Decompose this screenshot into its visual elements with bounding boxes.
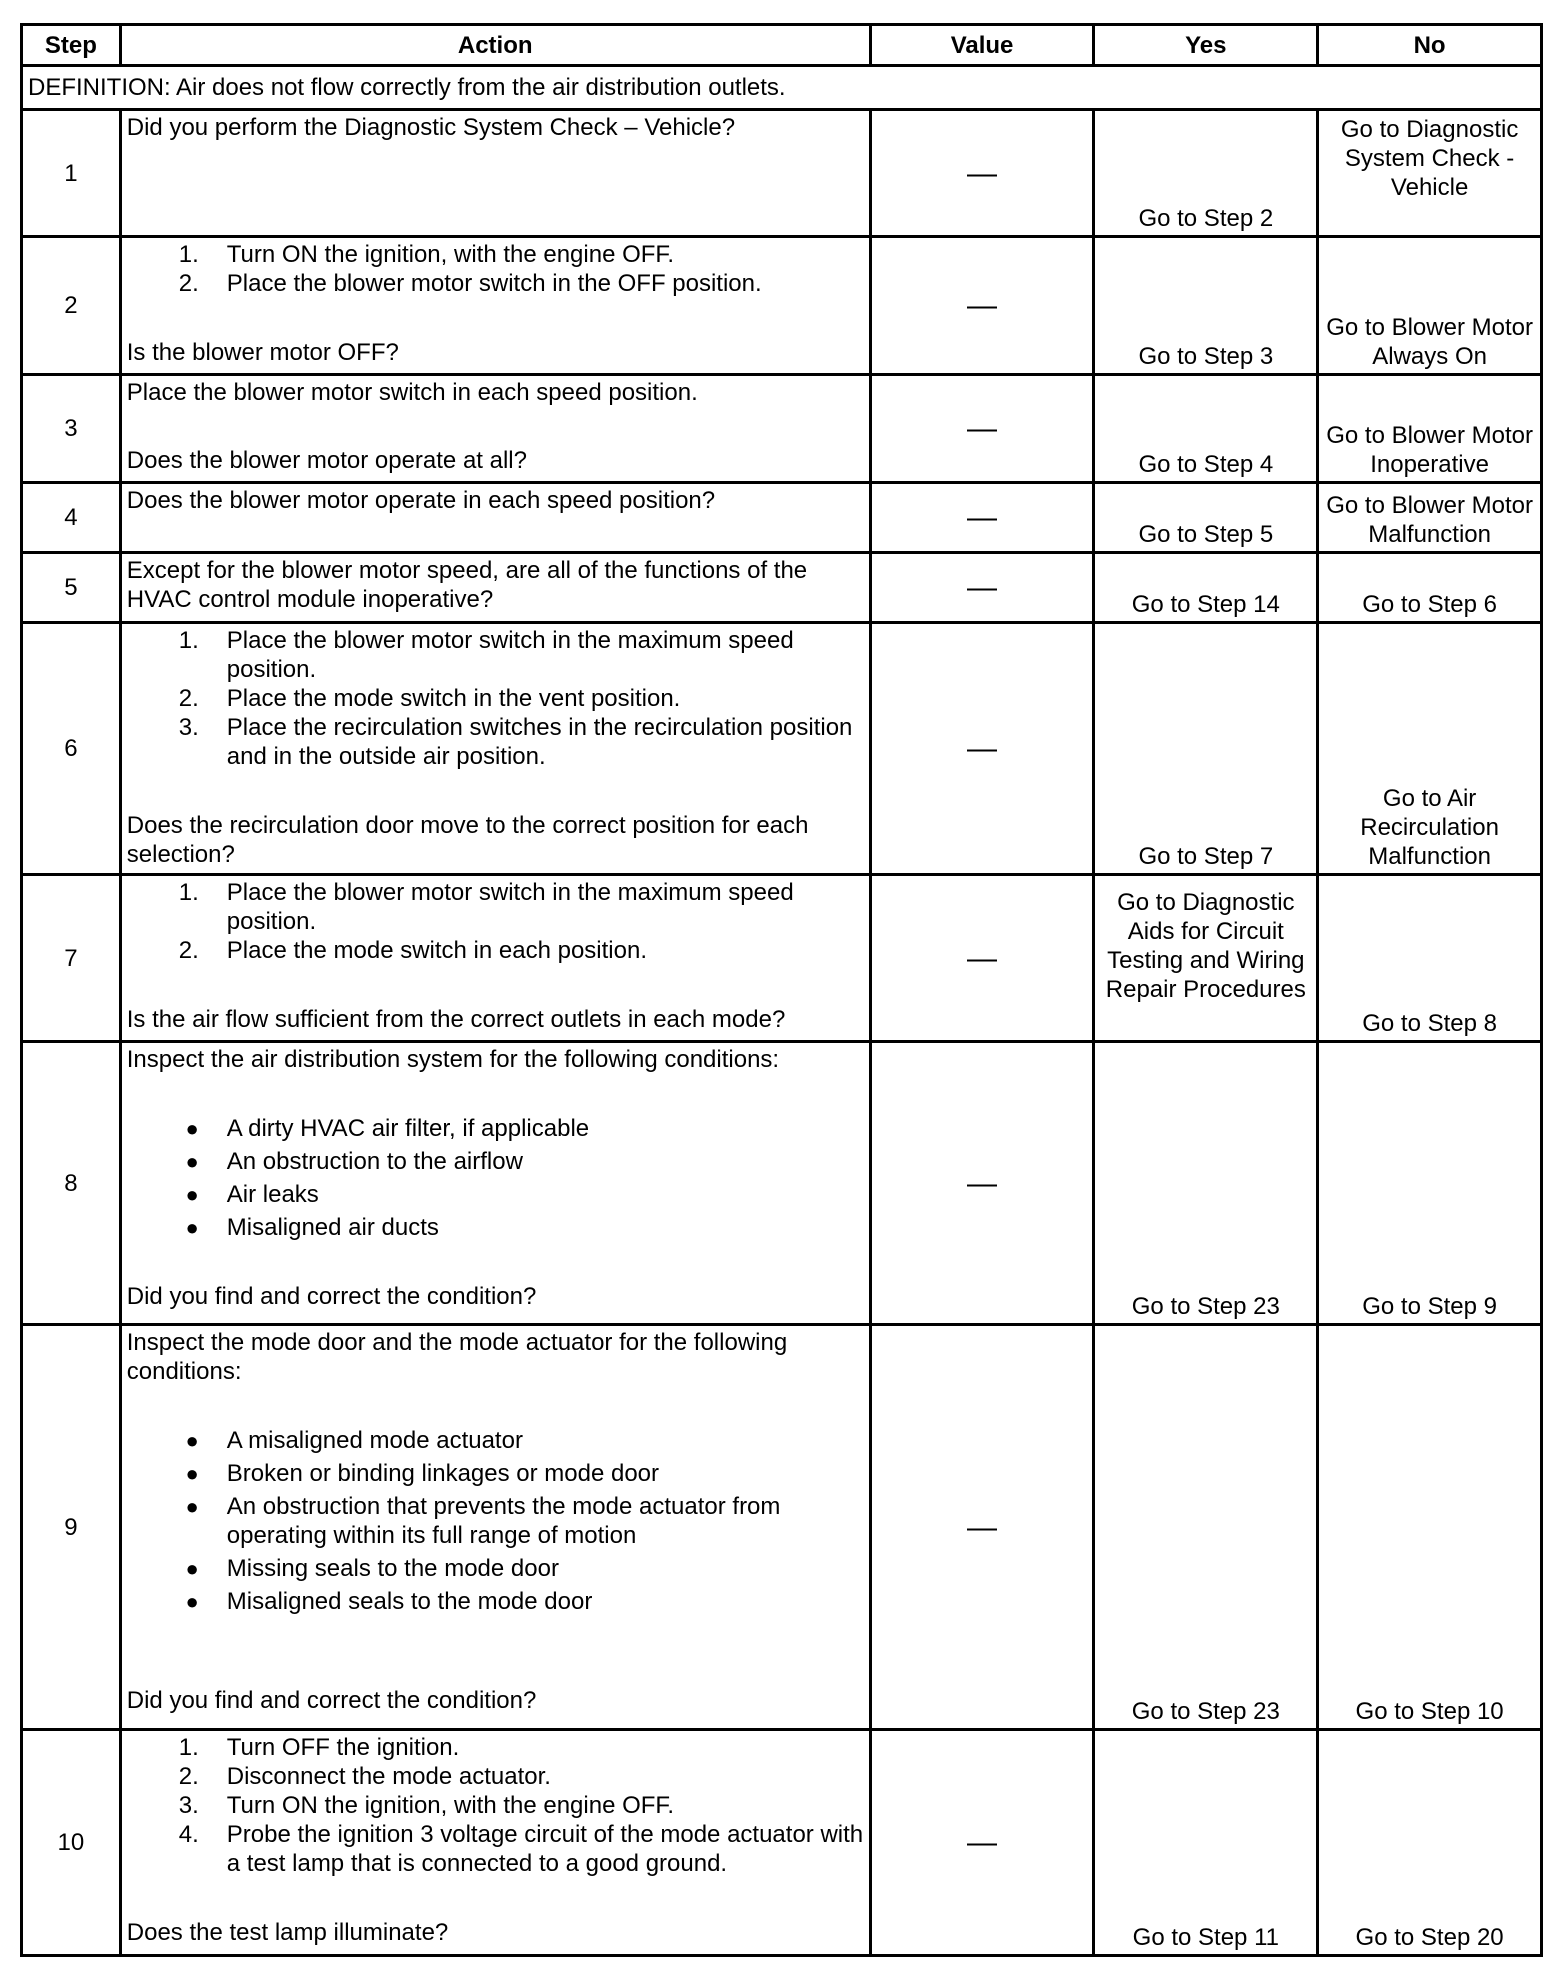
bullet-list — [127, 1114, 864, 1242]
list-item: ● Broken or binding linkages or mode door — [185, 1460, 660, 1487]
no-cell: Go to Step 20 — [1318, 1730, 1542, 1956]
list-item: ● A dirty HVAC air filter, if applicable — [185, 1115, 590, 1142]
yes-cell: Go to Step 11 — [1094, 1730, 1318, 1956]
action-cell — [120, 1042, 870, 1325]
list-item-text: Disconnect the mode actuator. — [226, 1763, 551, 1790]
question-text: Is the blower motor OFF? — [126, 339, 399, 366]
list-item-text: Turn ON the ignition, with the engine OFF. — [226, 1792, 675, 1819]
action-text: Inspect the air distribution system for the following conditions: — [126, 1046, 780, 1073]
list-item: 1. Turn OFF the ignition. — [178, 1734, 460, 1761]
action-cell — [120, 375, 870, 483]
list-item-text: Missing seals to the mode door — [226, 1555, 559, 1582]
table-row — [22, 623, 1542, 875]
value-cell: — — [870, 237, 1094, 375]
list-item-text: Misaligned seals to the mode door — [226, 1588, 593, 1615]
action-cell — [120, 1325, 870, 1730]
table-row — [22, 1042, 1542, 1325]
numbered-list — [127, 626, 864, 771]
list-item-text: Misaligned air ducts — [226, 1214, 439, 1241]
yes-cell: Go to Step 7 — [1094, 623, 1318, 875]
list-item: 2. Place the blower motor switch in the OFF position. — [178, 270, 762, 297]
step-number: 4 — [22, 483, 121, 553]
step-number: 9 — [22, 1325, 121, 1730]
value-cell: — — [870, 875, 1094, 1042]
table-row — [22, 483, 1542, 553]
step-number: 2 — [22, 237, 121, 375]
list-item-text: Turn ON the ignition, with the engine OFF. — [226, 241, 675, 268]
list-item: 1. Place the blower motor switch in the maximum speed position. — [178, 879, 794, 935]
list-item: ● An obstruction to the airflow — [185, 1148, 523, 1175]
action-cell — [120, 110, 870, 237]
yes-cell: Go to Diagnostic Aids for Circuit Testing and Wiring Repair Procedures — [1094, 875, 1318, 1042]
table-row — [22, 553, 1542, 623]
numbered-list — [127, 1733, 864, 1878]
yes-cell: Go to Step 23 — [1094, 1325, 1318, 1730]
definition-row — [22, 66, 1542, 110]
list-item: ● Air leaks — [185, 1181, 319, 1208]
list-item-text: Air leaks — [226, 1181, 319, 1208]
list-item-text: Probe the ignition 3 voltage circuit of the mode actuator with a test lamp that is connected to a good ground. — [226, 1821, 864, 1877]
header-yes: Yes — [1094, 25, 1318, 66]
step-number: 1 — [22, 110, 121, 237]
list-item: 1. Turn ON the ignition, with the engine OFF. — [178, 241, 675, 268]
list-item: ● Misaligned seals to the mode door — [185, 1588, 593, 1615]
table-row — [22, 375, 1542, 483]
table-row — [22, 875, 1542, 1042]
yes-cell: Go to Step 4 — [1094, 375, 1318, 483]
question-text: Is the air flow sufficient from the correct outlets in each mode? — [126, 1006, 786, 1033]
yes-cell: Go to Step 2 — [1094, 110, 1318, 237]
action-cell — [120, 623, 870, 875]
value-cell: — — [870, 623, 1094, 875]
question-text: Does the test lamp illuminate? — [126, 1919, 449, 1946]
table-row — [22, 237, 1542, 375]
question-text: Did you find and correct the condition? — [126, 1687, 537, 1714]
no-cell: Go to Step 9 — [1318, 1042, 1542, 1325]
list-item-text: Broken or binding linkages or mode door — [226, 1460, 660, 1487]
question-text: Does the blower motor operate at all? — [126, 447, 527, 474]
action-text: Inspect the mode door and the mode actuator for the following conditions: — [126, 1329, 788, 1385]
no-cell: Go to Air Recirculation Malfunction — [1318, 623, 1542, 875]
list-item-text: Place the blower motor switch in the maximum speed position. — [226, 627, 794, 683]
list-item-text: Place the blower motor switch in the maximum speed position. — [226, 879, 794, 935]
no-cell: Go to Blower Motor Inoperative — [1318, 375, 1542, 483]
header-action: Action — [120, 25, 870, 66]
diagnostic-table — [20, 23, 1543, 1957]
list-item-text: A misaligned mode actuator — [226, 1427, 523, 1454]
bullet-list — [127, 1426, 864, 1616]
step-number: 3 — [22, 375, 121, 483]
no-cell: Go to Step 6 — [1318, 553, 1542, 623]
list-item-text: Place the blower motor switch in the OFF position. — [226, 270, 762, 297]
no-cell: Go to Step 10 — [1318, 1325, 1542, 1730]
action-text: Does the blower motor operate in each speed position? — [126, 487, 716, 514]
yes-cell: Go to Step 14 — [1094, 553, 1318, 623]
yes-cell: Go to Step 3 — [1094, 237, 1318, 375]
question-text: Did you find and correct the condition? — [126, 1283, 537, 1310]
action-text: Did you perform the Diagnostic System Check – Vehicle? — [126, 114, 736, 141]
list-item: 2. Place the mode switch in the vent position. — [178, 685, 681, 712]
step-number: 10 — [22, 1730, 121, 1956]
no-cell: Go to Diagnostic System Check - Vehicle — [1318, 110, 1542, 237]
action-cell — [120, 553, 870, 623]
list-item-text: Place the mode switch in each position. — [226, 937, 647, 964]
definition-text: DEFINITION: Air does not flow correctly from the air distribution outlets. — [22, 66, 1542, 110]
action-text: Except for the blower motor speed, are all of the functions of the HVAC control module inoperative? — [126, 557, 808, 613]
list-item: 4. Probe the ignition 3 voltage circuit of the mode actuator with a test lamp that is connected to a good ground. — [178, 1821, 864, 1877]
action-cell — [120, 483, 870, 553]
no-cell: Go to Step 8 — [1318, 875, 1542, 1042]
table-row — [22, 110, 1542, 237]
list-item-text: Place the recirculation switches in the recirculation position and in the outside air position. — [226, 714, 853, 770]
numbered-list — [127, 878, 864, 965]
yes-cell: Go to Step 5 — [1094, 483, 1318, 553]
list-item-text: A dirty HVAC air filter, if applicable — [226, 1115, 590, 1142]
list-item: ● Misaligned air ducts — [185, 1214, 439, 1241]
header-row — [22, 25, 1542, 66]
question-text: Does the recirculation door move to the correct position for each selection? — [126, 812, 809, 868]
header-no: No — [1318, 25, 1542, 66]
list-item-text: An obstruction to the airflow — [226, 1148, 523, 1175]
list-item: 2. Disconnect the mode actuator. — [178, 1763, 551, 1790]
list-item: 1. Place the blower motor switch in the maximum speed position. — [178, 627, 794, 683]
action-cell — [120, 1730, 870, 1956]
list-item: ● Missing seals to the mode door — [185, 1555, 559, 1582]
value-cell: — — [870, 110, 1094, 237]
step-number: 5 — [22, 553, 121, 623]
list-item: 2. Place the mode switch in each position. — [178, 937, 647, 964]
header-value: Value — [870, 25, 1094, 66]
step-number: 8 — [22, 1042, 121, 1325]
numbered-list — [127, 240, 864, 298]
list-item-text: An obstruction that prevents the mode actuator from operating within its full range of motion — [226, 1493, 781, 1549]
list-item: 3. Turn ON the ignition, with the engine OFF. — [178, 1792, 675, 1819]
table-row — [22, 1325, 1542, 1730]
list-item: ● A misaligned mode actuator — [185, 1427, 523, 1454]
step-number: 6 — [22, 623, 121, 875]
list-item: ● An obstruction that prevents the mode actuator from operating within its full range of motion — [185, 1493, 781, 1549]
list-item-text: Place the mode switch in the vent position. — [226, 685, 681, 712]
action-text: Place the blower motor switch in each speed position. — [126, 379, 698, 406]
no-cell: Go to Blower Motor Always On — [1318, 237, 1542, 375]
list-item: 3. Place the recirculation switches in the recirculation position and in the outside air position. — [178, 714, 853, 770]
yes-cell: Go to Step 23 — [1094, 1042, 1318, 1325]
value-cell: — — [870, 1042, 1094, 1325]
no-cell: Go to Blower Motor Malfunction — [1318, 483, 1542, 553]
action-cell — [120, 875, 870, 1042]
action-cell — [120, 237, 870, 375]
value-cell: — — [870, 375, 1094, 483]
table-row — [22, 1730, 1542, 1956]
value-cell: — — [870, 1325, 1094, 1730]
list-item-text: Turn OFF the ignition. — [226, 1734, 460, 1761]
value-cell: — — [870, 483, 1094, 553]
value-cell: — — [870, 553, 1094, 623]
step-number: 7 — [22, 875, 121, 1042]
value-cell: — — [870, 1730, 1094, 1956]
header-step: Step — [22, 25, 121, 66]
